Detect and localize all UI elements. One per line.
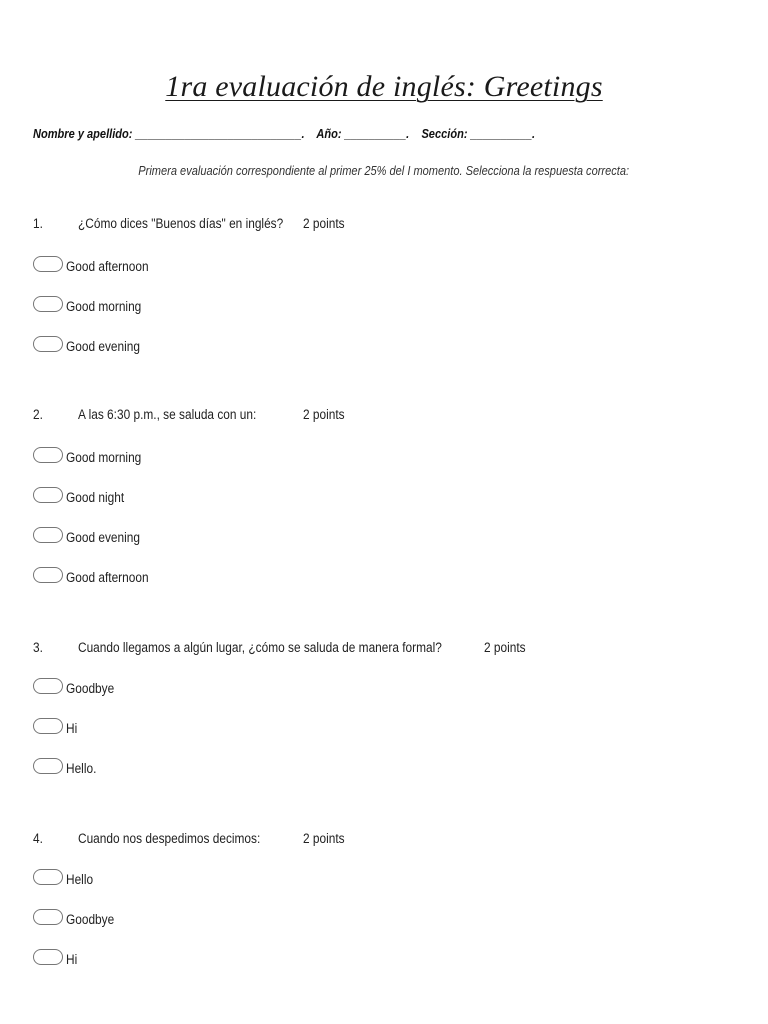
- option-label: Hello.: [66, 760, 97, 776]
- question-points: 2 points: [303, 216, 345, 231]
- option-3-b[interactable]: [33, 708, 733, 748]
- option-1-b[interactable]: [33, 286, 733, 326]
- radio-button[interactable]: [33, 527, 63, 543]
- page-title: 1ra evaluación de inglés: Greetings: [165, 70, 603, 103]
- radio-button[interactable]: [33, 567, 63, 583]
- radio-button[interactable]: [33, 869, 63, 885]
- question-number: 1.: [33, 216, 43, 231]
- question-4: [33, 831, 733, 979]
- question-1: [33, 216, 733, 366]
- question-number: 3.: [33, 640, 43, 655]
- option-3-a[interactable]: [33, 668, 733, 708]
- option-label: Good evening: [66, 338, 140, 354]
- question-header: [33, 216, 733, 236]
- question-header: [33, 831, 733, 851]
- question-text: Cuando llegamos a algún lugar, ¿cómo se saluda de manera formal?: [78, 640, 442, 655]
- radio-button[interactable]: [33, 336, 63, 352]
- question-text: ¿Cómo dices "Buenos días" en inglés?: [78, 216, 284, 231]
- instructions-text: Primera evaluación correspondiente al primer 25% del I momento. Selecciona la respuesta correcta:: [138, 163, 630, 178]
- option-2-a[interactable]: [33, 437, 733, 477]
- student-info-line: Nombre y apellido: ___________________________. Año: __________. Sección: __________.: [33, 126, 536, 141]
- option-label: Good night: [66, 489, 125, 505]
- options-list: [33, 859, 733, 979]
- question-points: 2 points: [303, 407, 345, 422]
- question-3: [33, 640, 733, 788]
- option-1-a[interactable]: [33, 246, 733, 286]
- option-label: Good morning: [66, 298, 142, 314]
- question-2: [33, 407, 733, 597]
- option-2-b[interactable]: [33, 477, 733, 517]
- options-list: [33, 437, 733, 597]
- radio-button[interactable]: [33, 447, 63, 463]
- radio-button[interactable]: [33, 758, 63, 774]
- radio-button[interactable]: [33, 256, 63, 272]
- question-header: [33, 407, 733, 427]
- option-4-b[interactable]: [33, 899, 733, 939]
- option-label: Good afternoon: [66, 569, 149, 585]
- option-label: Good morning: [66, 449, 142, 465]
- radio-button[interactable]: [33, 718, 63, 734]
- radio-button[interactable]: [33, 296, 63, 312]
- question-number: 4.: [33, 831, 43, 846]
- option-2-c[interactable]: [33, 517, 733, 557]
- option-label: Hello: [66, 871, 94, 887]
- option-label: Goodbye: [66, 911, 115, 927]
- radio-button[interactable]: [33, 678, 63, 694]
- option-label: Hi: [66, 720, 78, 736]
- option-label: Goodbye: [66, 680, 115, 696]
- instructions: [0, 163, 768, 178]
- question-text: A las 6:30 p.m., se saluda con un:: [78, 407, 257, 422]
- radio-button[interactable]: [33, 487, 63, 503]
- question-text: Cuando nos despedimos decimos:: [78, 831, 261, 846]
- options-list: [33, 668, 733, 788]
- question-points: 2 points: [484, 640, 526, 655]
- question-points: 2 points: [303, 831, 345, 846]
- question-number: 2.: [33, 407, 43, 422]
- radio-button[interactable]: [33, 909, 63, 925]
- radio-button[interactable]: [33, 949, 63, 965]
- option-2-d[interactable]: [33, 557, 733, 597]
- option-label: Good evening: [66, 529, 140, 545]
- option-3-c[interactable]: [33, 748, 733, 788]
- options-list: [33, 246, 733, 366]
- question-header: [33, 640, 733, 660]
- option-4-a[interactable]: [33, 859, 733, 899]
- option-4-c[interactable]: [33, 939, 733, 979]
- option-label: Good afternoon: [66, 258, 149, 274]
- option-label: Hi: [66, 951, 78, 967]
- option-1-c[interactable]: [33, 326, 733, 366]
